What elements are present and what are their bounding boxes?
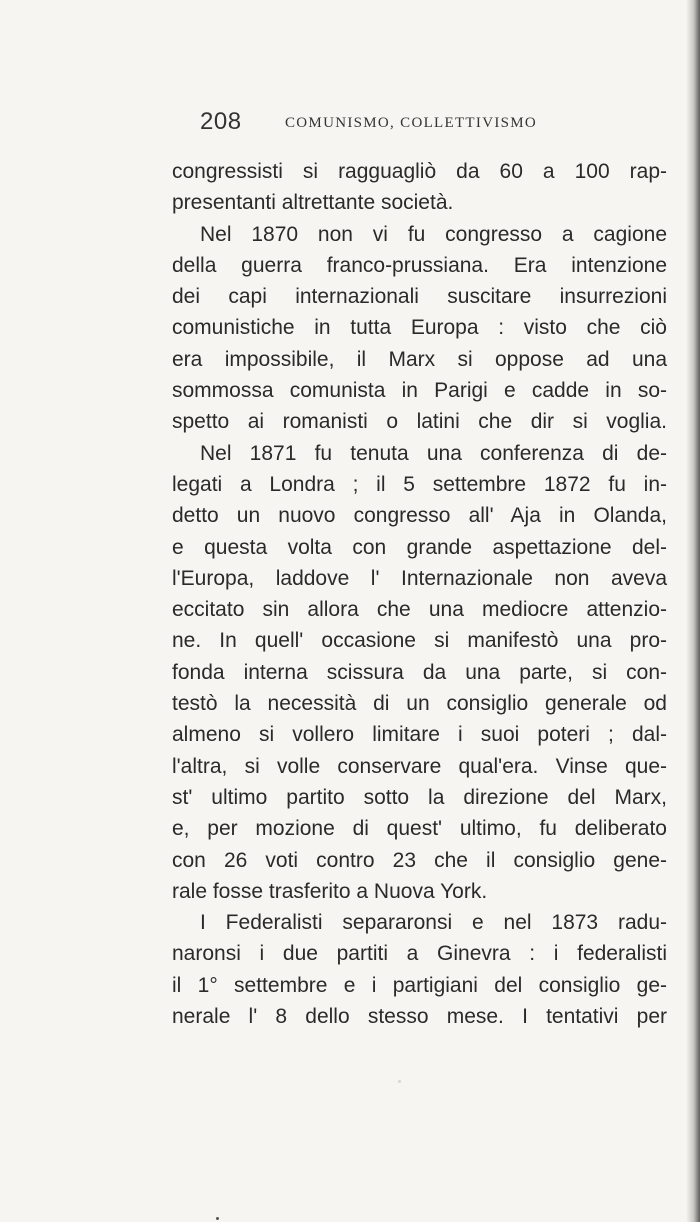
text-line: nerale l' 8 dello stesso mese. I tentativi per: [172, 1005, 667, 1029]
text-line: comunistiche in tutta Europa : visto che ciò: [172, 316, 667, 340]
text-line: st' ultimo partito sotto la direzione del Marx,: [172, 785, 667, 809]
text-line: ne. In quell' occasione si manifestò una pro-: [172, 629, 667, 653]
page-header: [172, 108, 572, 140]
text-line: della guerra franco-prussiana. Era intenzione: [172, 253, 667, 277]
page-number: 208: [200, 108, 242, 135]
text-line: congressisti si ragguagliò da 60 a 100 rap-: [172, 160, 667, 183]
paper-speck: [216, 1217, 219, 1220]
text-line: almeno si vollero limitare i suoi poteri ; dal-: [172, 723, 667, 747]
text-line: l'Europa, laddove l' Internazionale non aveva: [172, 566, 667, 590]
text-line: dei capi internazionali suscitare insurrezioni: [172, 285, 667, 309]
text-line: naronsi i due partiti a Ginevra : i federalisti: [172, 942, 667, 966]
page-edge-shadow: [686, 0, 700, 1222]
text-line: testò la necessità di un consiglio generale od: [172, 692, 667, 716]
text-line: I Federalisti separaronsi e nel 1873 radu-: [200, 911, 667, 935]
text-line: con 26 voti contro 23 che il consiglio gene-: [172, 848, 667, 872]
text-line: eccitato sin allora che una mediocre attenzio-: [172, 598, 667, 622]
text-line: spetto ai romanisti o latini che dir si voglia.: [172, 410, 667, 434]
text-line: Nel 1871 fu tenuta una conferenza di de-: [200, 441, 667, 465]
text-line: detto un nuovo congresso all' Aja in Olanda,: [172, 504, 667, 528]
text-line: il 1° settembre e i partigiani del consiglio ge-: [172, 973, 667, 997]
running-head: COMUNISMO, COLLETTIVISMO: [285, 115, 538, 131]
text-line: era impossibile, il Marx si oppose ad una: [172, 347, 667, 371]
body-text: [172, 156, 667, 1032]
text-line: Nel 1870 non vi fu congresso a cagione: [200, 222, 667, 246]
text-line: e, per mozione di quest' ultimo, fu deliberato: [172, 817, 667, 841]
text-line: fonda interna scissura da una parte, si con-: [172, 660, 667, 684]
text-line: l'altra, si volle conservare qual'era. Vinse que-: [172, 754, 667, 778]
text-line: sommossa comunista in Parigi e cadde in so-: [172, 379, 667, 403]
text-line: e questa volta con grande aspettazione del-: [172, 535, 667, 559]
paper-speck: [398, 1080, 401, 1083]
text-line: presentanti altrettante società.: [172, 191, 454, 215]
text-line: legati a Londra ; il 5 settembre 1872 fu in-: [172, 472, 667, 496]
text-line: rale fosse trasferito a Nuova York.: [172, 879, 488, 903]
